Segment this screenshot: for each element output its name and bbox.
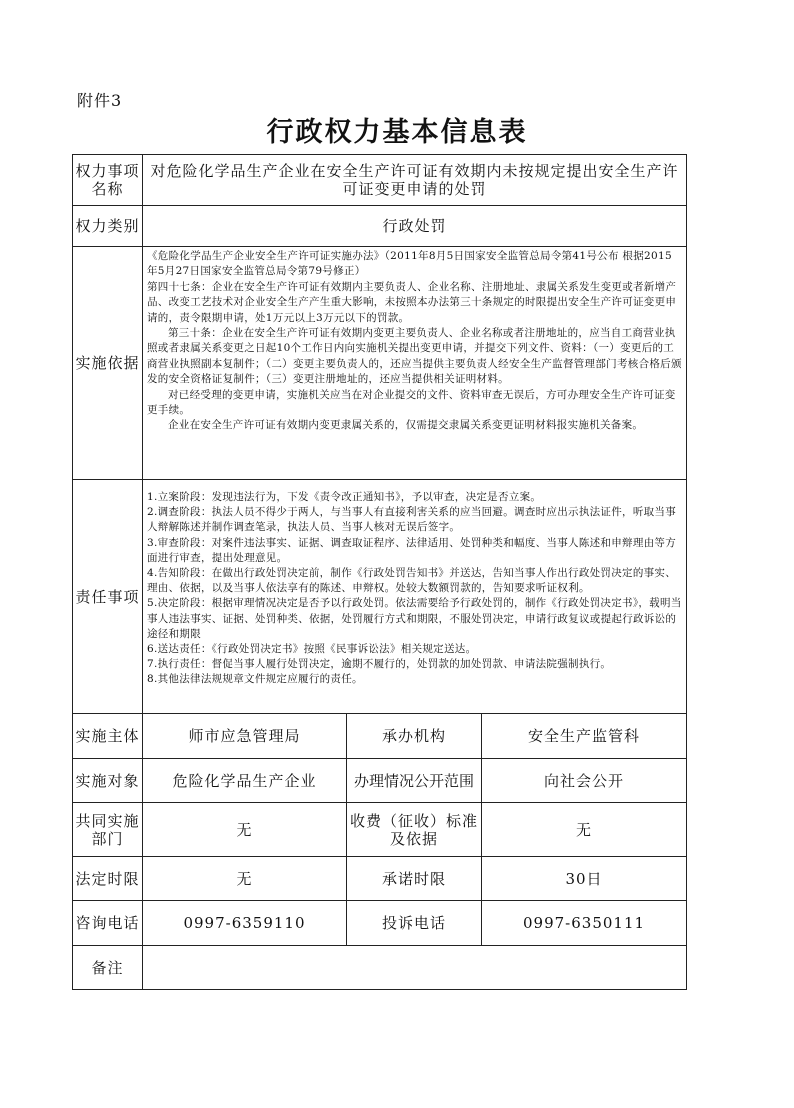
responsibility-item: 7.执行责任：督促当事人履行处罚决定，逾期不履行的，处罚款的加处罚款、申请法院强制执行。 xyxy=(147,658,612,671)
responsibilities-label: 责任事项 xyxy=(73,480,143,714)
responsibilities-content xyxy=(143,480,687,714)
row-implementing-body xyxy=(73,714,687,759)
complaint-phone-value: 0997-6350111 xyxy=(482,901,687,946)
fee-standard-label: 收费（征收）标准及依据 xyxy=(347,803,482,857)
row-power-category xyxy=(73,206,687,247)
responsibility-item: 3.审查阶段：对案件违法事实、证据、调查取证程序、法律适用、处罚种类和幅度、当事人陈述和申辩理由等方面进行审查，提出处理意见。 xyxy=(147,536,677,564)
row-legal-basis xyxy=(73,247,687,480)
complaint-phone-label: 投诉电话 xyxy=(347,901,482,946)
joint-department-label: 共同实施部门 xyxy=(73,803,143,857)
row-responsibilities xyxy=(73,480,687,714)
legal-basis-label: 实施依据 xyxy=(73,247,143,480)
legal-basis-paragraph: 对已经受理的变更申请，实施机关应当在对企业提交的文件、资料审查无误后，方可办理安全生产许可证变更手续。 xyxy=(147,388,676,417)
responsibility-item: 5.决定阶段：根据审理情况决定是否予以行政处罚。依法需要给予行政处罚的，制作《行政处罚决定书》，载明当事人违法事实、证据、处罚种类、依据，处罚履行方式和期限，不服处罚决定，申请行政复议或提起行政诉讼的途径和期限 xyxy=(147,597,682,640)
handling-agency-label: 承办机构 xyxy=(347,714,482,759)
row-target xyxy=(73,759,687,803)
consult-phone-value: 0997-6359110 xyxy=(143,901,347,946)
power-name-label: 权力事项名称 xyxy=(73,155,143,206)
page-title: 行政权力基本信息表 xyxy=(266,117,528,148)
legal-basis-content xyxy=(143,247,687,480)
power-category-label: 权力类别 xyxy=(73,206,143,247)
disclosure-scope-value: 向社会公开 xyxy=(482,759,687,803)
row-power-name xyxy=(73,155,687,206)
power-name-value: 对危险化学品生产企业在安全生产许可证有效期内未按规定提出安全生产许可证变更申请的处罚 xyxy=(143,155,687,206)
target-value: 危险化学品生产企业 xyxy=(143,759,347,803)
handling-agency-value: 安全生产监管科 xyxy=(482,714,687,759)
legal-basis-paragraph: 第三十条：企业在安全生产许可证有效期内变更主要负责人、企业名称或者注册地址的，应当自工商营业执照或者隶属关系变更之日起10个工作日内向实施机关提出变更申请，并提交下列文件、资料：（一）变更后的工商营业执照副本复制件；（二）变更主要负责人的，还应当提供主要负责人经安全生产监督管理部门考核合格后颁发的安全资格证复制件；（三）变更注册地址的，还应当提供相关证明材料。 xyxy=(147,327,682,386)
fee-standard-value: 无 xyxy=(482,803,687,857)
responsibility-item: 2.调查阶段：执法人员不得少于两人，与当事人有直接利害关系的应当回避。调查时应出示执法证件，听取当事人辩解陈述并制作调查笔录，执法人员、当事人核对无误后签字。 xyxy=(147,506,677,534)
responsibility-item: 4.告知阶段：在做出行政处罚决定前，制作《行政处罚告知书》并送达，告知当事人作出行政处罚决定的事实、理由、依据，以及当事人依法享有的陈述、申辩权。处较大数额罚款的，告知要求听证权利。 xyxy=(147,567,677,595)
power-category-value: 行政处罚 xyxy=(143,206,687,247)
responsibility-item: 1.立案阶段：发现违法行为，下发《责令改正通知书》，予以审查，决定是否立案。 xyxy=(147,491,542,503)
responsibility-item: 6.送达责任：《行政处罚决定书》按照《民事诉讼法》相关规定送达。 xyxy=(147,643,477,656)
legal-basis-paragraph: 《危险化学品生产企业安全生产许可证实施办法》（2011年8月5日国家安全监管总局令第41号公布 根据2015年5月27日国家安全监管总局令第79号修正） xyxy=(147,250,672,278)
legal-time-limit-value: 无 xyxy=(143,857,347,901)
row-phone xyxy=(73,901,687,946)
attachment-label: 附件3 xyxy=(77,91,123,110)
row-time-limit xyxy=(73,857,687,901)
legal-basis-paragraph: 第四十七条：企业在安全生产许可证有效期内主要负责人、企业名称、注册地址、隶属关系发生变更或者新增产品、改变工艺技术对企业安全生产产生重大影响，未按照本办法第三十条规定的时限提出安全生产许可证变更申请的，责令限期申请，处1万元以上3万元以下的罚款。 xyxy=(147,280,677,324)
remarks-value xyxy=(143,946,687,990)
implementing-body-value: 师市应急管理局 xyxy=(143,714,347,759)
responsibility-item: 8.其他法律法规规章文件规定应履行的责任。 xyxy=(147,673,363,686)
legal-time-limit-label: 法定时限 xyxy=(73,857,143,901)
target-label: 实施对象 xyxy=(73,759,143,803)
joint-department-value: 无 xyxy=(143,803,347,857)
promised-time-limit-label: 承诺时限 xyxy=(347,857,482,901)
promised-time-limit-value: 30日 xyxy=(482,857,687,901)
row-joint-department xyxy=(73,803,687,857)
row-remarks xyxy=(73,946,687,990)
consult-phone-label: 咨询电话 xyxy=(73,901,143,946)
remarks-label: 备注 xyxy=(73,946,143,990)
power-info-table xyxy=(72,154,687,990)
implementing-body-label: 实施主体 xyxy=(73,714,143,759)
disclosure-scope-label: 办理情况公开范围 xyxy=(347,759,482,803)
legal-basis-paragraph: 企业在安全生产许可证有效期内变更隶属关系的，仅需提交隶属关系变更证明材料报实施机关备案。 xyxy=(168,419,644,432)
